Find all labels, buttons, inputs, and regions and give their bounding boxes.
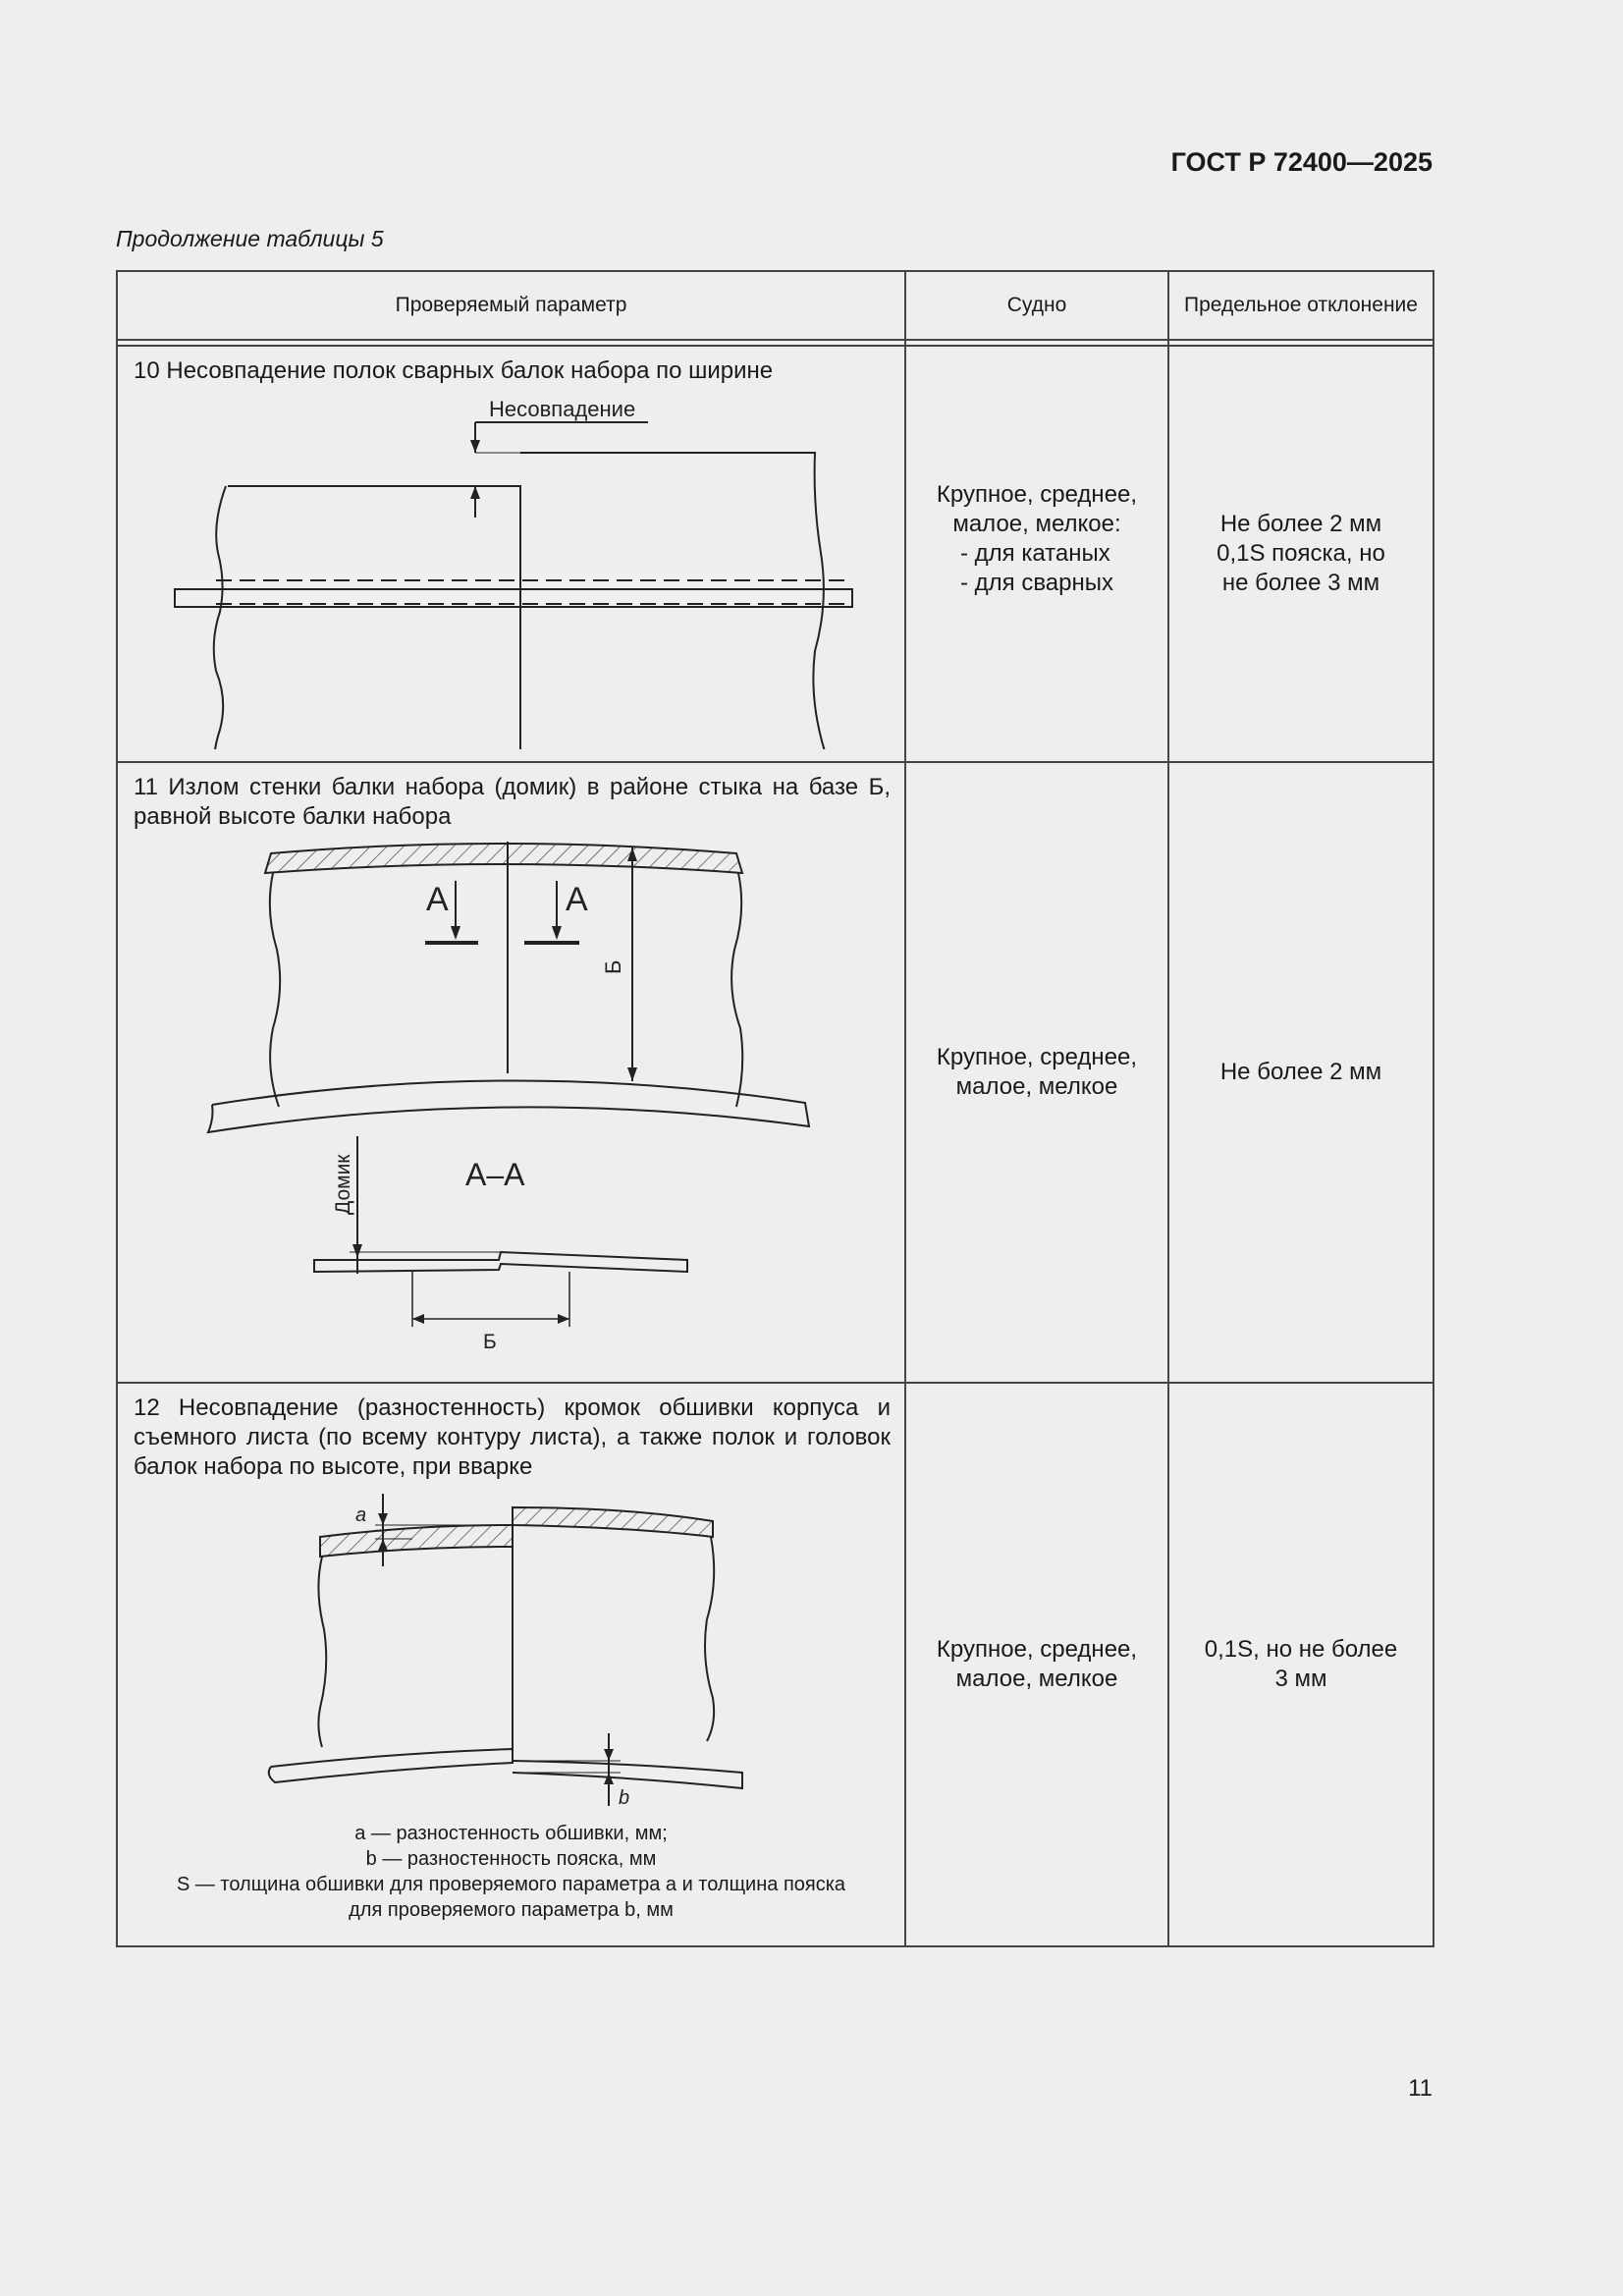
dimension-a-label: a	[355, 1504, 367, 1526]
header-parameter: Проверяемый параметр	[117, 271, 905, 340]
flange-mismatch-figure	[118, 386, 903, 749]
legend-line: a — разностенность обшивки, мм;	[354, 1823, 668, 1844]
parameters-table	[116, 270, 1434, 1947]
table-continuation-caption: Продолжение таблицы 5	[116, 226, 384, 251]
parameter-text: 11 Излом стенки балки набора (домик) в районе стыка на базе Б, равной высоте балки набора	[134, 774, 891, 830]
parameter-text: 12 Несовпадение (разностенность) кромок обшивки корпуса и съемного листа (по всему контуру листа), а также полок и головок балок набора по высоте, при вварке	[134, 1394, 891, 1480]
parameter-text: 10 Несовпадение полок сварных балок набора по ширине	[134, 357, 774, 384]
dimension-b-label: b	[619, 1787, 630, 1809]
vessel-text: Крупное, среднее, малое, мелкое	[936, 1636, 1138, 1692]
header-vessel: Судно	[905, 271, 1168, 340]
deviation-text: Не более 2 мм 0,1S пояска, но не более 3 мм	[1217, 511, 1385, 596]
legend-line: S — толщина обшивки для проверяемого параметра a и толщина пояска	[176, 1874, 846, 1895]
base-label-section: Б	[483, 1331, 497, 1353]
section-mark-left: А	[426, 881, 449, 918]
mismatch-label: Несовпадение	[489, 397, 636, 421]
table-row	[117, 762, 1434, 1383]
base-label: Б	[601, 959, 625, 974]
page-number: 11	[1408, 2075, 1433, 2102]
standard-number: ГОСТ Р 72400—2025	[1170, 147, 1433, 177]
deviation-text: 0,1S, но не более 3 мм	[1204, 1636, 1398, 1692]
vessel-text: Крупное, среднее, малое, мелкое	[936, 1044, 1138, 1100]
table-header-row	[117, 271, 1434, 340]
domik-label: Домик	[332, 1154, 354, 1215]
figure-legend	[118, 1821, 904, 1931]
vessel-item-rolled: - для катаных	[959, 540, 1110, 567]
web-kink-figure	[118, 832, 903, 1382]
edge-mismatch-figure	[118, 1482, 903, 1821]
section-title: А–А	[465, 1157, 525, 1192]
section-mark-right: А	[566, 881, 588, 918]
deviation-text: Не более 2 мм	[1219, 1059, 1382, 1085]
header-deviation: Предельное отклонение	[1168, 271, 1434, 340]
legend-line: для проверяемого параметра b, мм	[349, 1899, 674, 1921]
table-row	[117, 346, 1434, 762]
vessel-item-welded: - для сварных	[959, 570, 1113, 596]
vessel-text: Крупное, среднее, малое, мелкое:	[936, 481, 1138, 537]
legend-line: b — разностенность пояска, мм	[365, 1848, 657, 1870]
table-row	[117, 1383, 1434, 1946]
